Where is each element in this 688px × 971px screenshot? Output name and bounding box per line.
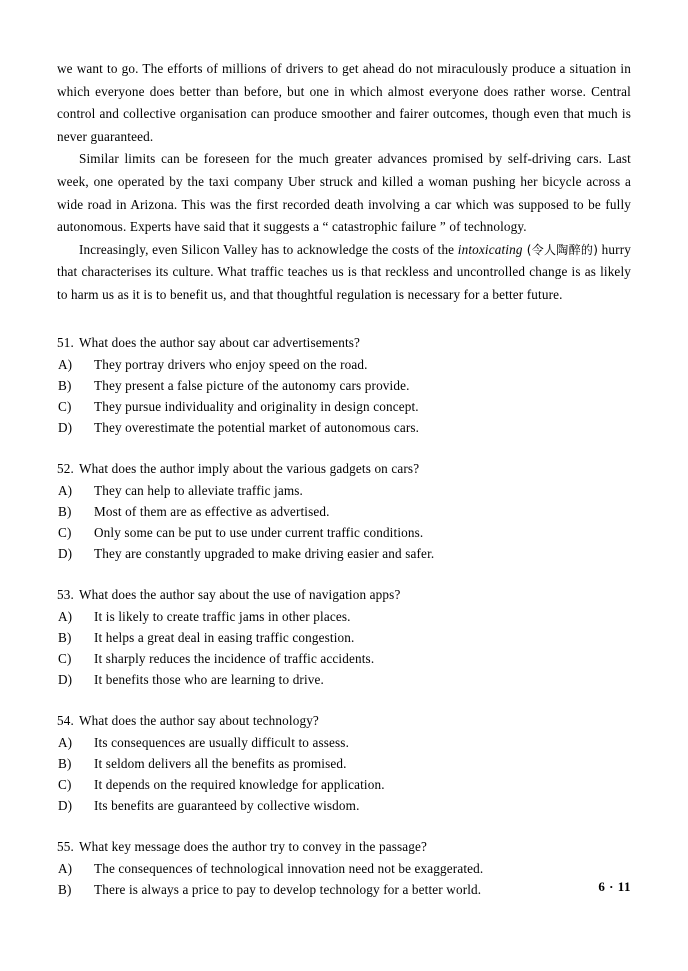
option-label: C) bbox=[58, 398, 72, 414]
question-stem bbox=[57, 836, 631, 857]
paragraph-1: we want to go. The efforts of millions of drivers to get ahead do not miraculously produce a situation in which everyone does better than before, but one in which almost everyone does rather worse. Central control and collective organisation can produce smoother and fairer outcomes, though even that much is never guaranteed. bbox=[57, 61, 631, 144]
option-text: They portray drivers who enjoy speed on the road. bbox=[94, 356, 368, 372]
option-label: D) bbox=[58, 671, 73, 687]
option-text: Its benefits are guaranteed by collective wisdom. bbox=[94, 797, 360, 813]
option-text: They present a false picture of the autonomy cars provide. bbox=[94, 377, 410, 393]
question-54 bbox=[57, 710, 631, 816]
paragraph-3-rest: hurry that characterises its culture. What traffic teaches us is that reckless and uncontrolled change is as likely to harm us as it is to benefit us, and that thoughtful regulation is necessary for a better future. bbox=[57, 241, 631, 302]
option-a[interactable] bbox=[57, 606, 631, 627]
question-number: 51. bbox=[57, 334, 74, 350]
question-52 bbox=[57, 458, 631, 564]
option-b[interactable] bbox=[57, 753, 631, 774]
option-text: It is likely to create traffic jams in other places. bbox=[94, 608, 351, 624]
option-label: B) bbox=[58, 629, 72, 645]
option-label: D) bbox=[58, 419, 73, 435]
option-label: C) bbox=[58, 650, 72, 666]
question-text: What key message does the author try to convey in the passage? bbox=[79, 838, 428, 854]
option-label: A) bbox=[58, 608, 73, 624]
option-a[interactable] bbox=[57, 480, 631, 501]
option-d[interactable] bbox=[57, 795, 631, 816]
option-text: The consequences of technological innovation need not be exaggerated. bbox=[94, 860, 484, 876]
option-text: Its consequences are usually difficult to assess. bbox=[94, 734, 350, 750]
question-text: What does the author say about the use of navigation apps? bbox=[79, 586, 401, 602]
question-number: 54. bbox=[57, 712, 74, 728]
option-text: There is always a price to pay to develop technology for a better world. bbox=[94, 881, 482, 897]
option-label: B) bbox=[58, 881, 72, 897]
option-b[interactable] bbox=[57, 879, 631, 900]
question-text: What does the author say about technology? bbox=[79, 712, 319, 728]
question-stem bbox=[57, 458, 631, 479]
option-label: D) bbox=[58, 545, 73, 561]
option-text: It helps a great deal in easing traffic congestion. bbox=[94, 629, 355, 645]
question-stem bbox=[57, 584, 631, 605]
option-d[interactable] bbox=[57, 543, 631, 564]
question-51 bbox=[57, 332, 631, 438]
question-number: 55. bbox=[57, 838, 74, 854]
option-label: C) bbox=[58, 524, 72, 540]
option-c[interactable] bbox=[57, 522, 631, 543]
question-stem bbox=[57, 332, 631, 353]
question-55 bbox=[57, 836, 631, 900]
option-a[interactable] bbox=[57, 858, 631, 879]
paragraph-3 bbox=[57, 239, 631, 307]
option-text: It depends on the required knowledge for application. bbox=[94, 776, 385, 792]
option-text: They overestimate the potential market of autonomous cars. bbox=[94, 419, 420, 435]
option-a[interactable] bbox=[57, 732, 631, 753]
question-text: What does the author say about car advertisements? bbox=[79, 334, 361, 350]
option-b[interactable] bbox=[57, 375, 631, 396]
option-label: B) bbox=[58, 503, 72, 519]
option-text: It sharply reduces the incidence of traffic accidents. bbox=[94, 650, 375, 666]
paragraph-3-lead: Increasingly, even Silicon Valley has to acknowledge the costs of the bbox=[79, 241, 458, 257]
question-stem bbox=[57, 710, 631, 731]
option-label: A) bbox=[58, 356, 73, 372]
page-number: 6 · 11 bbox=[598, 879, 631, 894]
paragraph-2: Similar limits can be foreseen for the much greater advances promised by self-driving cars. Last week, one operated by the taxi company Uber struck and killed a woman pushing her bicycle across a wide road in Arizona. This was the first recorded death involving a car which was supposed to be fully autonomous. Experts have said that it suggests a “ catastrophic failure ” of technology. bbox=[57, 151, 631, 235]
option-label: D) bbox=[58, 797, 73, 813]
option-c[interactable] bbox=[57, 396, 631, 417]
paragraph-3-gloss: (令人陶醉的) bbox=[522, 242, 599, 257]
option-c[interactable] bbox=[57, 648, 631, 669]
question-number: 52. bbox=[57, 460, 74, 476]
option-text: Most of them are as effective as advertised. bbox=[94, 503, 330, 519]
option-a[interactable] bbox=[57, 354, 631, 375]
page-content bbox=[57, 58, 631, 920]
option-text: They pursue individuality and originality in design concept. bbox=[94, 398, 419, 414]
option-text: They are constantly upgraded to make driving easier and safer. bbox=[94, 545, 435, 561]
option-text: It benefits those who are learning to drive. bbox=[94, 671, 324, 687]
option-label: B) bbox=[58, 755, 72, 771]
option-label: A) bbox=[58, 482, 73, 498]
option-label: A) bbox=[58, 860, 73, 876]
option-d[interactable] bbox=[57, 417, 631, 438]
question-text: What does the author imply about the various gadgets on cars? bbox=[79, 460, 420, 476]
option-d[interactable] bbox=[57, 669, 631, 690]
question-53 bbox=[57, 584, 631, 690]
option-text: Only some can be put to use under current traffic conditions. bbox=[94, 524, 424, 540]
option-b[interactable] bbox=[57, 627, 631, 648]
paragraph-3-italic-term: intoxicating bbox=[457, 241, 523, 257]
option-c[interactable] bbox=[57, 774, 631, 795]
option-b[interactable] bbox=[57, 501, 631, 522]
option-label: C) bbox=[58, 776, 72, 792]
question-list bbox=[57, 332, 631, 900]
question-number: 53. bbox=[57, 586, 74, 602]
option-label: B) bbox=[58, 377, 72, 393]
option-text: They can help to alleviate traffic jams. bbox=[94, 482, 303, 498]
option-label: A) bbox=[58, 734, 73, 750]
option-text: It seldom delivers all the benefits as promised. bbox=[94, 755, 347, 771]
